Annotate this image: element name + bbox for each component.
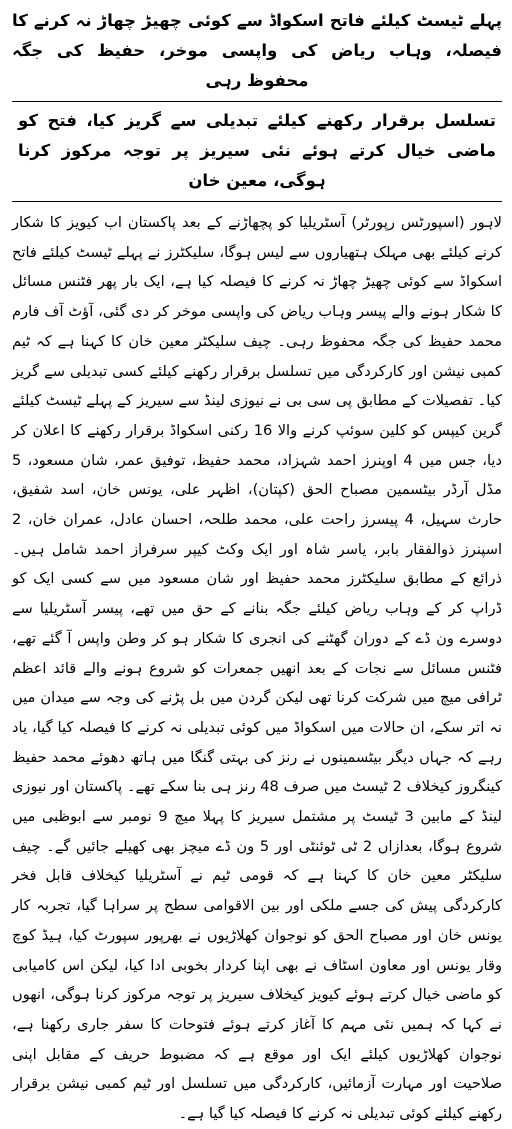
article-body: لاہور (اسپورٹس رپورٹر) آسٹریلیا کو پچھاڑنے کے بعد پاکستان اب کیویز کا شکار کرنے کیلئے بھی مہلک ہتھیاروں سے لیس ہوگا، سلیکٹرز نے پہلے ٹیسٹ کیلئے فاتح اسکواڈ سے کوئی چھیڑ چھاڑ نہ کرنے کا فیصلہ کیا ہے، ایک بار پھر فٹنس مسائل کا شکار ہونے والے پیسر وہاب ریاض کی واپسی موخر کر دی گئی، آؤٹ آف فارم محمد حفیظ کی جگہ محفوظ رہی۔ چیف سلیکٹر معین خان کا کہنا ہے کہ ٹیم کمبی نیشن اور کارکردگی میں تسلسل برقرار رکھنے کیلئے کسی تبدیلی سے گریز کیا۔ تفصیلات کے مطابق پی سی بی نے نیوزی لینڈ سے سیریز کے پہلے ٹیسٹ کیلئے گرین کیپس کو کلین سوئپ کرنے والا 16 رکنی اسکواڈ برقرار رکھنے کا اعلان کر دیا، جس میں 4 اوپنرز احمد شہزاد، محمد حفیظ، توفیق عمر، شان مسعود، 5 مڈل آرڈر بیٹسمین مصباح الحق (کپتان)، اظہر علی، یونس خان، اسد شفیق، حارث سہیل، 4 پیسرز راحت علی، محمد طلحہ، احسان عادل، عمران خان، 2 اسپنرز ذوالفقار بابر، یاسر شاہ اور ایک وکٹ کیپر سرفراز احمد شامل ہیں۔ ذرائع کے مطابق سلیکٹرز محمد حفیظ اور شان مسعود میں سے کسی ایک کو ڈراپ کر کے وہاب ریاض کیلئے جگہ بنانے کے حق میں تھے، پیسر آسٹریلیا سے دوسرے ون ڈے کے دوران گھٹنے کی انجری کا شکار ہو کر وطن واپس آ گئے تھے، فٹنس مسائل سے نجات کے بعد انھیں جمعرات کو شروع ہونے والے قائد اعظم ٹرافی میچ میں شرکت کرنا تھی لیکن گردن میں بل پڑنے کی وجہ سے میدان میں نہ اتر سکے، ان حالات میں اسکواڈ میں کوئی تبدیلی نہ کرنے کا فیصلہ کیا گیا، یاد رہے کہ جہاں دیگر بیٹسمینوں نے رنز کی بہتی گنگا میں ہاتھ دھوئے محمد حفیظ کینگروز کیخلاف 2 ٹیسٹ میں صرف 48 رنز ہی بنا سکے تھے۔ پاکستان اور نیوزی لینڈ کے مابین 3 ٹیسٹ پر مشتمل سیریز کا پہلا میچ 9 نومبر سے ابوظبی میں شروع ہوگا، بعدازاں 2 ٹی ٹوئنٹی اور 5 ون ڈے میچز بھی کھیلے جائیں گے۔ چیف سلیکٹر معین خان کا کہنا ہے کہ قومی ٹیم نے آسٹریلیا کیخلاف قابل فخر کارکردگی پیش کی جسے ملکی اور بین الاقوامی سطح پر سراہا گیا، تجربہ کار یونس خان اور مصباح الحق کو نوجوان کھلاڑیوں نے بھرپور سپورٹ کیا، ہیڈ کوچ وقار یونس اور معاون اسٹاف نے بھی اپنا کردار بخوبی ادا کیا، لیکن اس کامیابی کو ماضی خیال کرتے ہوئے کیویز کیخلاف سیریز پر توجہ مرکوز کرنا ہوگی، انھوں نے کہا کہ ہمیں نئی مہم کا آغاز کرتے ہوئے فتوحات کا سفر جاری رکھنا ہے، نوجوان کھلاڑیوں کیلئے ایک اور موقع ہے کہ مضبوط حریف کے مقابل اپنی صلاحیت اور مہارت آزمائیں، کارکردگی میں تسلسل اور ٹیم کمبی نیشن برقرار رکھنے کیلئے کوئی تبدیلی نہ کرنے کا فیصلہ کیا گیا ہے۔ <box>12 214 502 1123</box>
headline-divider <box>12 101 502 102</box>
article-subheadline: تسلسل برقرار رکھنے کیلئے تبدیلی سے گریز کیا، فتح کو ماضی خیال کرتے ہوئے نئی سیریز پر توجہ مرکوز کرنا ہوگی، معین خان <box>18 111 496 190</box>
subheadline-divider <box>12 201 502 202</box>
article-headline: پہلے ٹیسٹ کیلئے فاتح اسکواڈ سے کوئی چھیڑ چھاڑ نہ کرنے کا فیصلہ، وہاب ریاض کی واپسی موخر، حفیظ کی جگہ محفوظ رہی <box>12 11 502 90</box>
